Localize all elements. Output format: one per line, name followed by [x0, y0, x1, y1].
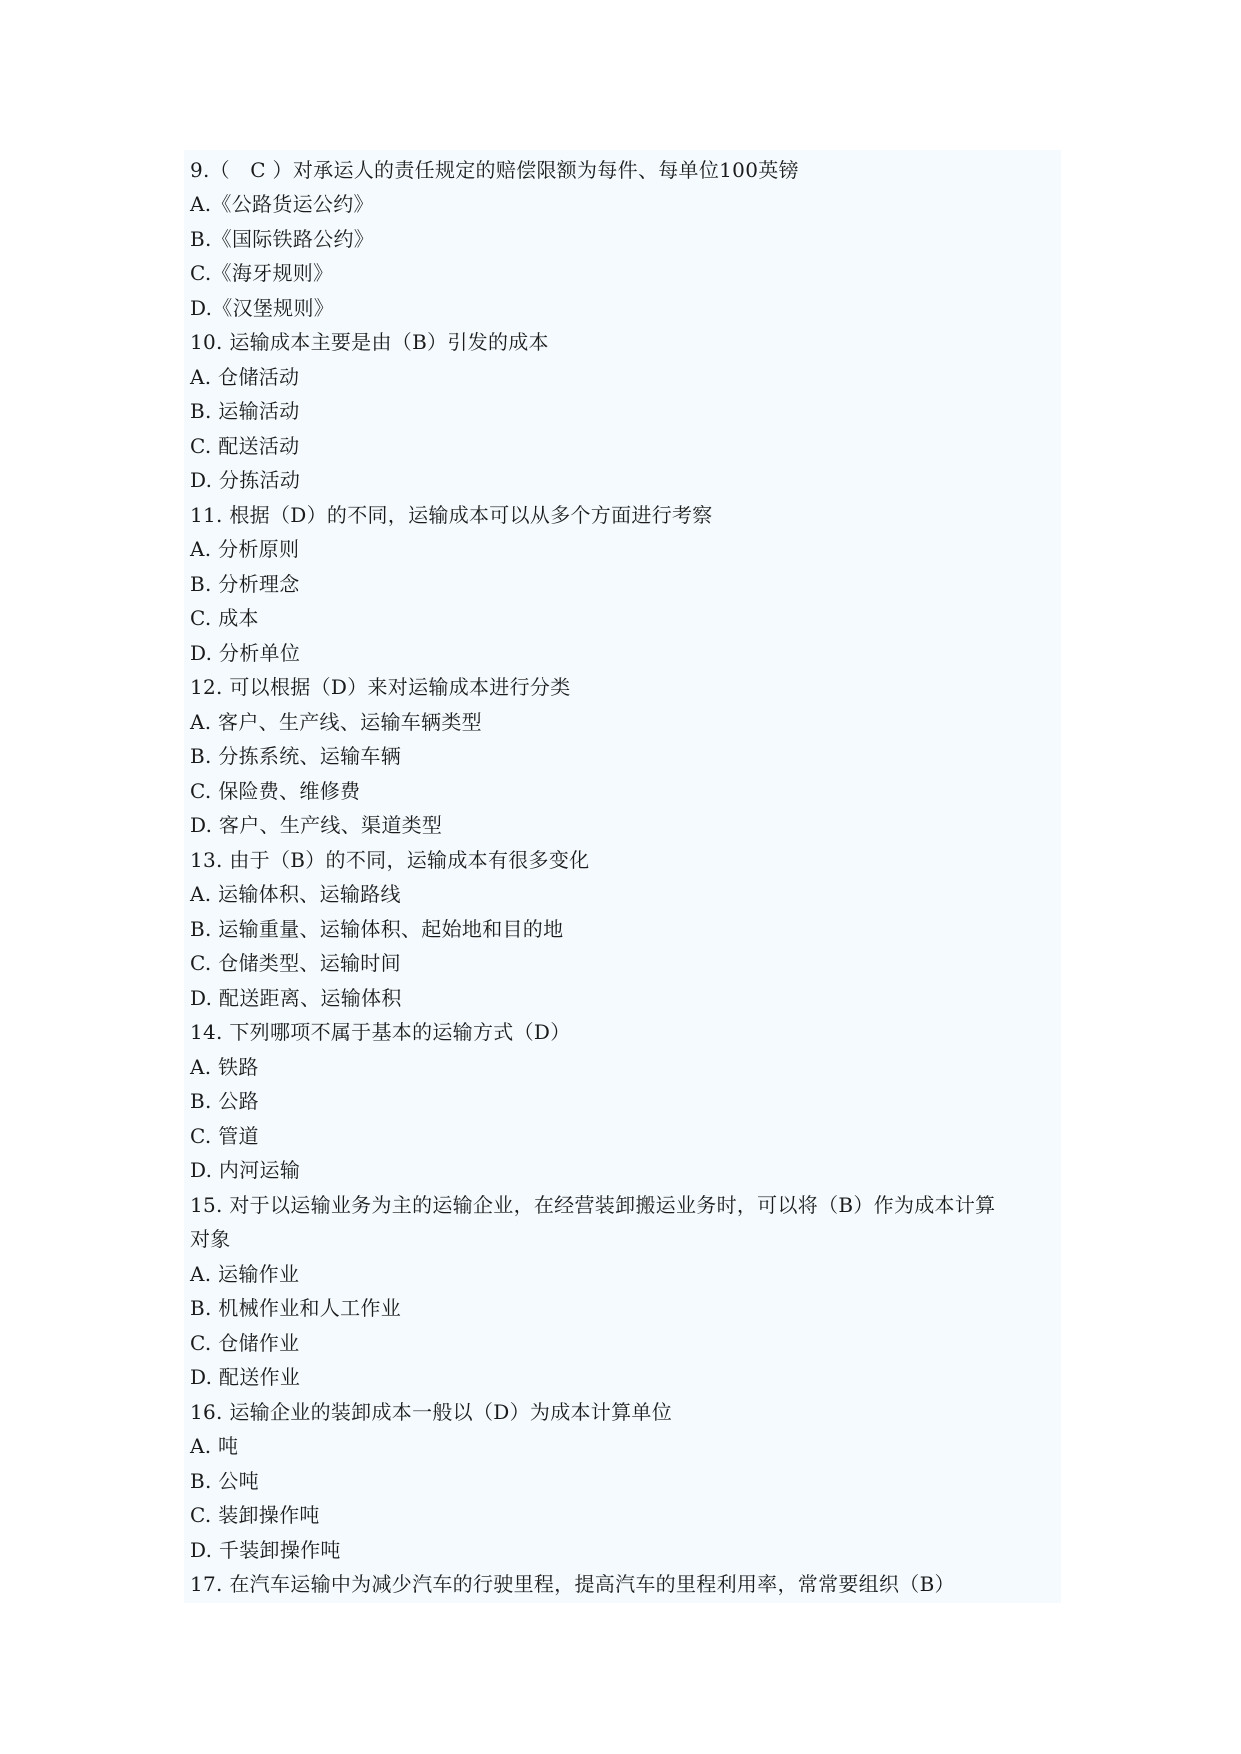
question-11: 11. 根据（D）的不同，运输成本可以从多个方面进行考察	[190, 503, 713, 527]
option-14a: A. 铁路	[190, 1055, 259, 1079]
option-13c: C. 仓储类型、运输时间	[190, 951, 401, 975]
option-9a: A.《公路货运公约》	[190, 192, 374, 216]
option-12d: D. 客户、生产线、渠道类型	[190, 813, 443, 837]
option-12c: C. 保险费、维修费	[190, 779, 361, 803]
option-15a: A. 运输作业	[190, 1262, 300, 1286]
option-13a: A. 运输体积、运输路线	[190, 882, 401, 906]
option-9b: B.《国际铁路公约》	[190, 227, 375, 251]
question-12: 12. 可以根据（D）来对运输成本进行分类	[190, 675, 571, 699]
option-16d: D. 千装卸操作吨	[190, 1538, 341, 1562]
question-14: 14. 下列哪项不属于基本的运输方式（D）	[190, 1020, 571, 1044]
option-11c: C. 成本	[190, 606, 259, 630]
option-9c: C.《海牙规则》	[190, 261, 334, 285]
option-14b: B. 公路	[190, 1089, 259, 1113]
option-13d: D. 配送距离、运输体积	[190, 986, 402, 1010]
option-16a: A. 吨	[190, 1434, 239, 1458]
option-12b: B. 分拣系统、运输车辆	[190, 744, 402, 768]
option-15d: D. 配送作业	[190, 1365, 301, 1389]
option-11b: B. 分析理念	[190, 572, 300, 596]
option-14d: D. 内河运输	[190, 1158, 301, 1182]
question-9: 9.（ C ）对承运人的责任规定的赔偿限额为每件、每单位100英镑	[190, 158, 799, 182]
question-15-continued: 对象	[190, 1227, 231, 1251]
option-13b: B. 运输重量、运输体积、起始地和目的地	[190, 917, 564, 941]
question-13: 13. 由于（B）的不同，运输成本有很多变化	[190, 848, 590, 872]
option-10a: A. 仓储活动	[190, 365, 300, 389]
option-15b: B. 机械作业和人工作业	[190, 1296, 402, 1320]
option-15c: C. 仓储作业	[190, 1331, 300, 1355]
option-10b: B. 运输活动	[190, 399, 300, 423]
option-10c: C. 配送活动	[190, 434, 300, 458]
question-17: 17. 在汽车运输中为减少汽车的行驶里程，提高汽车的里程利用率，常常要组织（B）	[190, 1572, 955, 1596]
option-11a: A. 分析原则	[190, 537, 300, 561]
option-10d: D. 分拣活动	[190, 468, 301, 492]
option-12a: A. 客户、生产线、运输车辆类型	[190, 710, 482, 734]
option-11d: D. 分析单位	[190, 641, 301, 665]
question-16: 16. 运输企业的装卸成本一般以（D）为成本计算单位	[190, 1400, 672, 1424]
question-15: 15. 对于以运输业务为主的运输企业，在经营装卸搬运业务时，可以将（B）作为成本计算	[190, 1193, 996, 1217]
option-16b: B. 公吨	[190, 1469, 259, 1493]
option-9d: D.《汉堡规则》	[190, 296, 335, 320]
option-16c: C. 装卸操作吨	[190, 1503, 320, 1527]
option-14c: C. 管道	[190, 1124, 259, 1148]
question-10: 10. 运输成本主要是由（B）引发的成本	[190, 330, 549, 354]
